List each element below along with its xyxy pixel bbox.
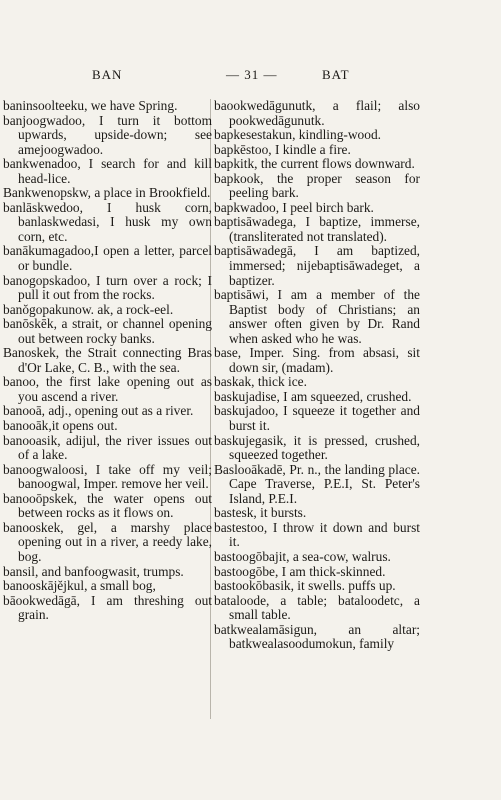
dictionary-entry: banooāk,it opens out.	[3, 418, 118, 434]
dictionary-entry: Baslooākadē, Pr. n., the landing place. Cape Traverse, P.E.I, St. Peter's Island, P.E.I.	[214, 461, 420, 506]
dictionary-entry: bastoogōbajit, a sea-cow, walrus.	[214, 548, 391, 564]
dictionary-entry: banŏgopakunow. ak, a rock-eel.	[3, 301, 174, 317]
dictionary-entry: banoo, the first lake opening out as you ascend a river.	[3, 374, 212, 404]
dictionary-entry: baskak, thick ice.	[214, 374, 307, 390]
dictionary-entry: bastookōbasik, it swells. puffs up.	[214, 578, 396, 594]
dictionary-entry: baskujadise, I am squeezed, crushed.	[214, 388, 412, 404]
dictionary-entry: bankwenadoo, I search for and kill head-lice.	[3, 156, 212, 186]
dictionary-entry: baookwedāgunutk, a flail; also pookwedāgunutk.	[214, 98, 420, 128]
dictionary-entry: Bankwenopskw, a place in Brookfield.	[3, 185, 211, 201]
right-column	[214, 99, 420, 652]
dictionary-entry: baptisāwi, I am a member of the Baptist body of Christians; an answer often given by Dr. Rand when asked who he was.	[214, 287, 420, 346]
dictionary-entry: bansil, and banfoogwasit, trumps.	[3, 563, 184, 579]
left-column	[3, 99, 212, 623]
dictionary-entry: baptisāwadegā, I am baptized, immersed; nijebaptisāwadeget, a baptizer.	[214, 243, 420, 288]
dictionary-entry: bapkēstoo, I kindle a fire.	[214, 141, 351, 157]
dictionary-entry: baptisāwadega, I baptize, immerse, (transliterated not translated).	[214, 214, 420, 244]
dictionary-entry: banogopskadoo, I turn over a rock; I pull it out from the rocks.	[3, 272, 212, 303]
dictionary-entry: banākumagadoo,I open a letter, parcel or bundle.	[3, 243, 212, 274]
dictionary-entry: bastesk, it bursts.	[214, 505, 307, 521]
dictionary-entry: bastoogōbe, I am thick-skinned.	[214, 563, 386, 579]
dictionary-entry: base, Imper. Sing. from absasi, sit down sir, (madam).	[214, 345, 420, 375]
dictionary-entry: baskujegasik, it is pressed, crushed, squeezed together.	[214, 432, 420, 463]
header-left-guide-word: BAN	[92, 67, 123, 82]
dictionary-entry: baninsoolteeku, we have Spring.	[3, 98, 178, 113]
dictionary-entry: banlāskwedoo, I husk corn, banlaskwedasi, I husk my own corn, etc.	[3, 199, 212, 244]
page-number: — 31 —	[226, 67, 278, 82]
dictionary-entry: banōskēk, a strait, or channel opening out between rocky banks.	[3, 316, 212, 346]
dictionary-entry: baskujadoo, I squeeze it together and burst it.	[214, 403, 420, 434]
dictionary-entry: banooā, adj., opening out as a river.	[3, 403, 194, 419]
dictionary-entry: banjoogwadoo, I turn it bottom upwards, upside-down; see amejoogwadoo.	[3, 112, 212, 157]
page-header	[0, 67, 501, 89]
dictionary-entry: batkwealamāsigun, an altar; batkwealasoodumokun, family	[214, 621, 420, 652]
dictionary-entry: banooōpskek, the water opens out between rocks as it flows on.	[3, 490, 212, 521]
dictionary-entry: bapkitk, the current flows downward.	[214, 156, 415, 172]
dictionary-entry: banooskek, gel, a marshy place opening out in a river, a reedy lake, bog.	[3, 519, 212, 564]
dictionary-entry: bastestoo, I throw it down and burst it.	[214, 519, 420, 550]
dictionary-entry: bapkesestakun, kindling-wood.	[214, 127, 381, 143]
dictionary-entry: bāookwedāgā, I am threshing out grain.	[3, 592, 212, 623]
dictionary-entry: bapkook, the proper season for peeling bark.	[214, 170, 420, 201]
dictionary-entry: bataloode, a table; bataloodetc, a small table.	[214, 592, 420, 623]
dictionary-entry: banooasik, adijul, the river issues out of a lake.	[3, 432, 212, 463]
dictionary-entry: bapkwadoo, I peel birch bark.	[214, 199, 374, 215]
header-right-guide-word: BAT	[322, 67, 350, 82]
dictionary-entry: Banoskek, the Strait connecting Bras d'Or Lake, C. B., with the sea.	[3, 345, 212, 375]
dictionary-entry: banooskājĕjkul, a small bog,	[3, 578, 156, 594]
dictionary-entry: banoogwaloosi, I take off my veil; banoogwal, Imper. remove her veil.	[3, 461, 212, 492]
